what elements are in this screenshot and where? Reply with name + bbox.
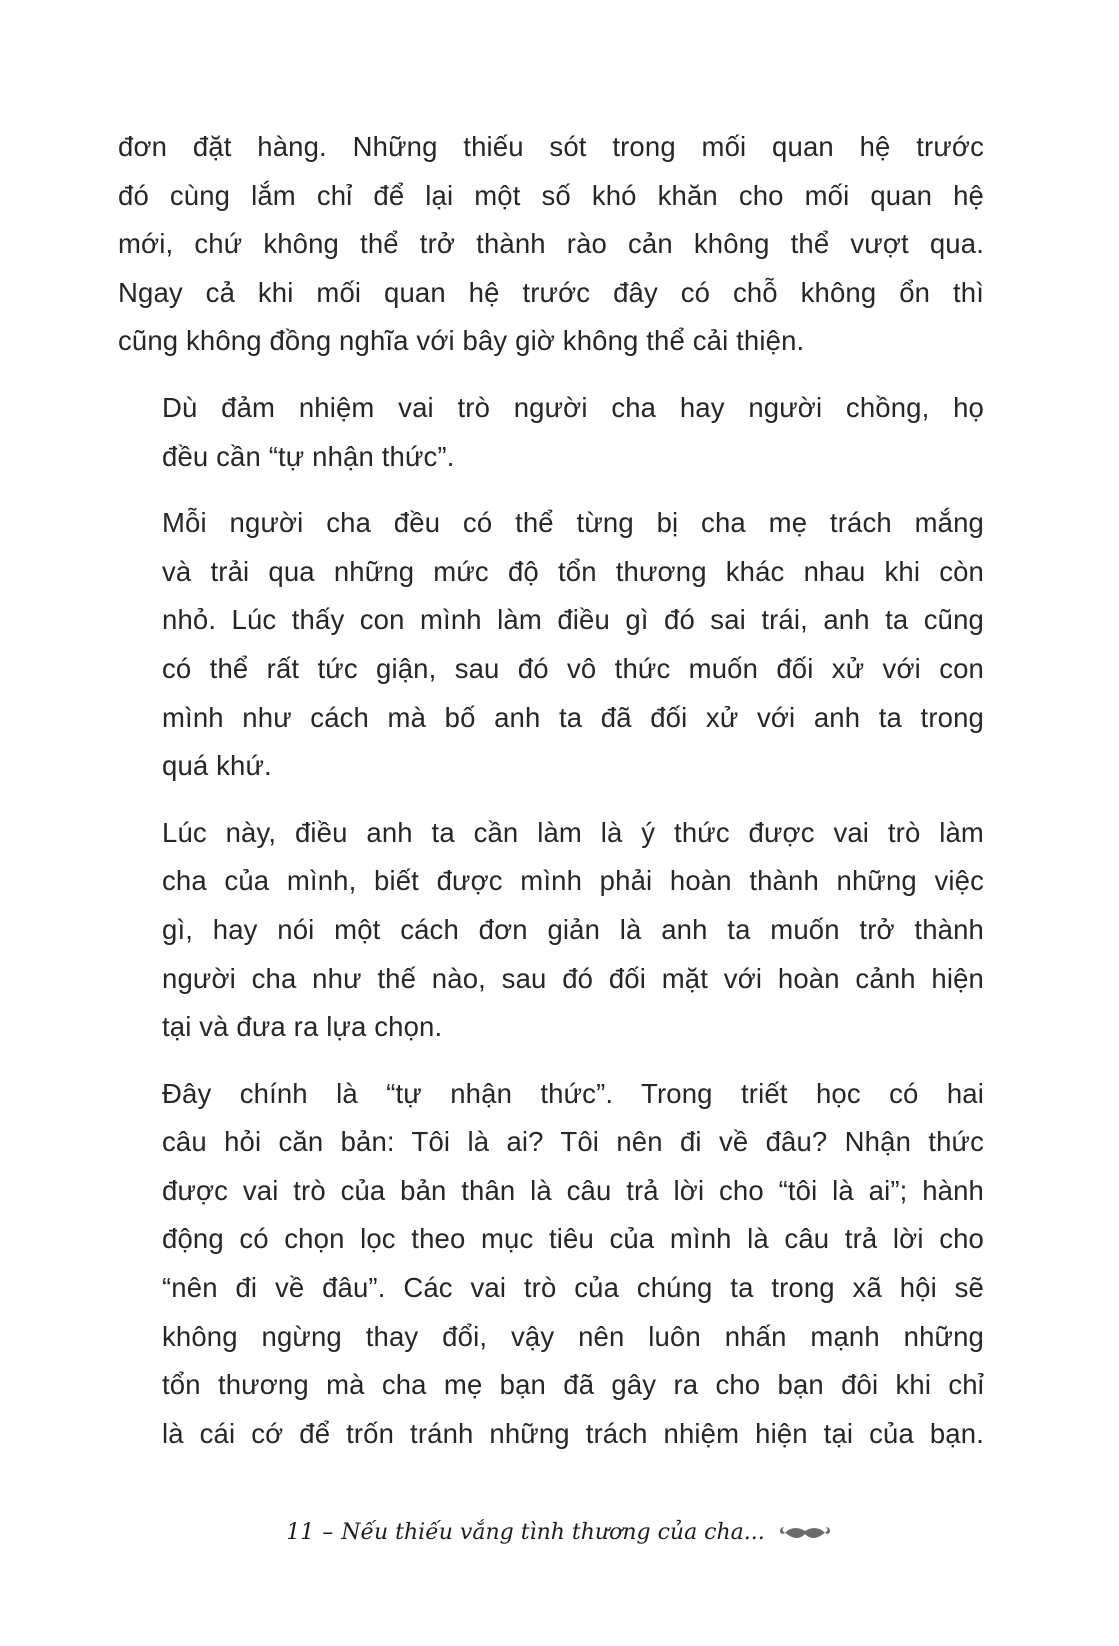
page-footer	[0, 1510, 1119, 1554]
text-line: đều cần “tự nhận thức”.	[162, 440, 455, 472]
running-title: Nếu thiếu vắng tình thương của cha...	[341, 1519, 765, 1545]
text-line: Mỗi người cha đều có thể từng bị cha mẹ trách mắng	[162, 507, 984, 539]
text-line: Lúc này, điều anh ta cần làm là ý thức được vai trò làm	[162, 816, 984, 848]
paragraph-3	[118, 499, 984, 791]
text-line: có thể rất tức giận, sau đó vô thức muốn đối xử với con	[162, 652, 984, 684]
text-line: là cái cớ để trốn tránh những trách nhiệm hiện tại của bạn.	[162, 1417, 984, 1449]
paragraph-4	[118, 809, 984, 1052]
text-line: Dù đảm nhiệm vai trò người cha hay người chồng, họ	[162, 391, 984, 423]
body-text	[118, 123, 984, 1476]
text-line: động có chọn lọc theo mục tiêu của mình là câu trả lời cho	[162, 1223, 984, 1255]
text-line: tại và đưa ra lựa chọn.	[162, 1011, 443, 1043]
text-line: Ngay cả khi mối quan hệ trước đây có chỗ không ổn thì	[118, 276, 984, 308]
paragraph-2	[118, 384, 984, 481]
footer-separator: –	[322, 1519, 334, 1545]
text-line: đơn đặt hàng. Những thiếu sót trong mối quan hệ trước	[118, 131, 984, 162]
text-line: đó cùng lắm chỉ để lại một số khó khăn cho mối quan hệ	[118, 179, 984, 211]
text-line: nhỏ. Lúc thấy con mình làm điều gì đó sai trái, anh ta cũng	[162, 604, 984, 636]
text-line: gì, hay nói một cách đơn giản là anh ta muốn trở thành	[162, 913, 984, 945]
text-line: và trải qua những mức độ tổn thương khác nhau khi còn	[162, 555, 984, 587]
text-line: quá khứ.	[162, 750, 272, 782]
text-line: Đây chính là “tự nhận thức”. Trong triết học có hai	[162, 1077, 984, 1109]
text-line: không ngừng thay đổi, vậy nên luôn nhấn mạnh những	[162, 1320, 984, 1352]
text-line: cũng không đồng nghĩa với bây giờ không thể cải thiện.	[118, 325, 805, 357]
paragraph-1	[118, 123, 984, 366]
page-number: 11	[286, 1519, 315, 1545]
text-line: tổn thương mà cha mẹ bạn đã gây ra cho bạn đôi khi chỉ	[162, 1369, 984, 1401]
text-line: được vai trò của bản thân là câu trả lời cho “tôi là ai”; hành	[162, 1174, 984, 1206]
mustache-icon	[777, 1521, 833, 1543]
paragraph-5	[118, 1070, 984, 1459]
text-line: cha của mình, biết được mình phải hoàn thành những việc	[162, 865, 984, 897]
text-line: mình như cách mà bố anh ta đã đối xử với anh ta trong	[162, 701, 984, 733]
text-line: “nên đi về đâu”. Các vai trò của chúng ta trong xã hội sẽ	[162, 1272, 984, 1304]
text-line: câu hỏi căn bản: Tôi là ai? Tôi nên đi về đâu? Nhận thức	[162, 1126, 984, 1158]
text-line: mới, chứ không thể trở thành rào cản không thể vượt qua.	[118, 228, 984, 260]
text-line: người cha như thế nào, sau đó đối mặt với hoàn cảnh hiện	[162, 962, 984, 994]
